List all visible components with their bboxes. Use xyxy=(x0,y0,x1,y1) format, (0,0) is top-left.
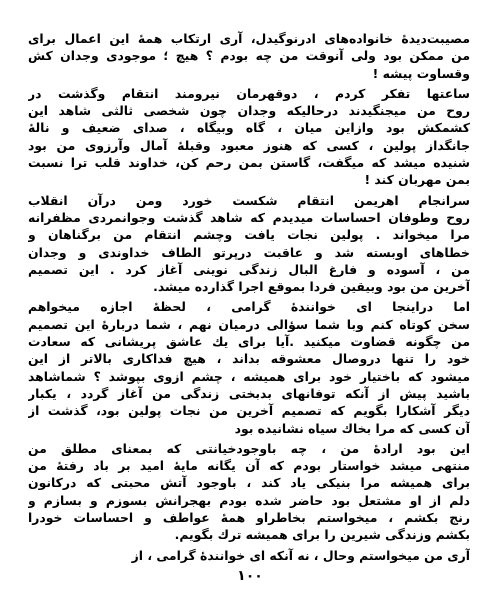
text-line: خطاهای اوبسته شد و عاقبت درپرتو الطاف خداوندی و وجدان xyxy=(28,244,470,260)
book-page-text xyxy=(28,30,470,567)
text-line: سخن کوتاه کنم وبا شما سؤالی درمیان نهم ، شما دربارهٔ این تصمیم xyxy=(28,316,470,332)
text-line: وقساوت پیشه ! xyxy=(372,65,470,81)
paragraph xyxy=(28,85,470,189)
paragraph xyxy=(28,440,470,544)
text-line: آری من میخواستم وحال ، نه آنکه ای خوانندهٔ گرامی ، از xyxy=(131,547,470,563)
text-line: میشود که باختیار خود برای همیشه ، چشم ازوی بپوشد ؟ شماشاهد xyxy=(28,368,470,384)
text-line: خود را تنها دروصال معشوقه بداند ، هیچ فداکاری بالاتر از این xyxy=(28,351,470,367)
page-number: ۱۰۰ xyxy=(237,568,263,584)
text-line: ساعتها تفکر کردم ، دوقهرمان نیرومند انتقام وگذشت در xyxy=(28,85,470,101)
text-line: شنیده میشد که میگفت، گاستن بمن رحم کن، خداوند قلب ترا نسبت xyxy=(28,155,470,171)
text-line: اما دراینجا ای خوانندهٔ گرامی ، لحظهٔ اجازه میخواهم xyxy=(28,299,470,315)
text-line: رنج بکشم ، میخواستم بخاطراو همهٔ عواطف و احساسات خودرا xyxy=(28,510,470,526)
text-line: جانگداز پولین ، کسی که هنوز معبود وقبلهٔ آمال وآرزوی من بود xyxy=(28,137,470,153)
text-line: مرا میخواند . پولین نجات یافت وچشم انتقام من برگناهان و xyxy=(28,227,470,243)
text-line: بمن مهربان کند ! xyxy=(364,172,470,188)
text-line: دیگر آشکارا بگویم که تصمیم آخرین من نجات پولین بود، گذشت از xyxy=(28,403,470,419)
paragraph xyxy=(28,30,470,82)
text-line: دلم از او مشتعل بود حاضر شده بودم بهجرانش بسوزم و بسازم و xyxy=(28,492,470,508)
text-line: من ممکن بود ولی آنوقت من چه بودم ؟ هیچ ؛ موجودی وجدان کش xyxy=(28,48,470,64)
paragraph xyxy=(28,298,470,436)
text-line: من چگونه قضاوت میکنید .آیا برای یك عاشق پریشانی که سعادت xyxy=(28,334,470,350)
text-line: مصیبت‌دیدهٔ خانواده‌های ادرنوگیدل، آری ارتکاب همهٔ این اعمال برای xyxy=(28,31,470,46)
text-line: بکشم وزندگی شیرین را برای همیشه ترك بگویم. xyxy=(174,527,470,543)
text-line: من ، آسوده و فارغ البال زندگی نوینی آغاز کرد . این تصمیم xyxy=(28,261,470,277)
text-line: کشمکش بود وازاین میان ، گاه وبیگاه ، صدای ضعیف و نالهٔ xyxy=(28,120,470,136)
paragraph xyxy=(28,547,470,564)
text-line: باشید پیش از آنکه توفانهای بدبختی زندگی من آغاز گردد ، یکبار xyxy=(28,385,470,401)
text-line: روح من میجنگیدند درحالیکه وجدان چون شخصی ثالثی شاهد این xyxy=(28,103,470,119)
paragraph xyxy=(28,192,470,296)
text-line: روح وطوفان احساسات میدیدم که شاهد گذشت وجوانمردی مظفرانه xyxy=(28,209,470,225)
text-line: منتهی میشد خواستار بودم که آن یگانه مایهٔ امید بر باد رفتهٔ من xyxy=(28,458,470,474)
text-line: آن کسی که مرا بخاك سیاه نشانیده بود xyxy=(234,420,470,436)
text-line: این بود ارادهٔ من ، چه باوجودخیانتی که بمعنای مطلق من xyxy=(28,440,470,456)
text-line: سرانجام اهریمن انتقام شکست خورد ومن درآن انقلاب xyxy=(28,192,470,208)
text-line: آخرین من بود وبیقین فردا بموقع اجرا گذارده میشد. xyxy=(153,279,470,295)
text-line: برای همیشه مرا بنیکی یاد کند ، باوجود آتش محبتی که درکانون xyxy=(28,475,470,491)
